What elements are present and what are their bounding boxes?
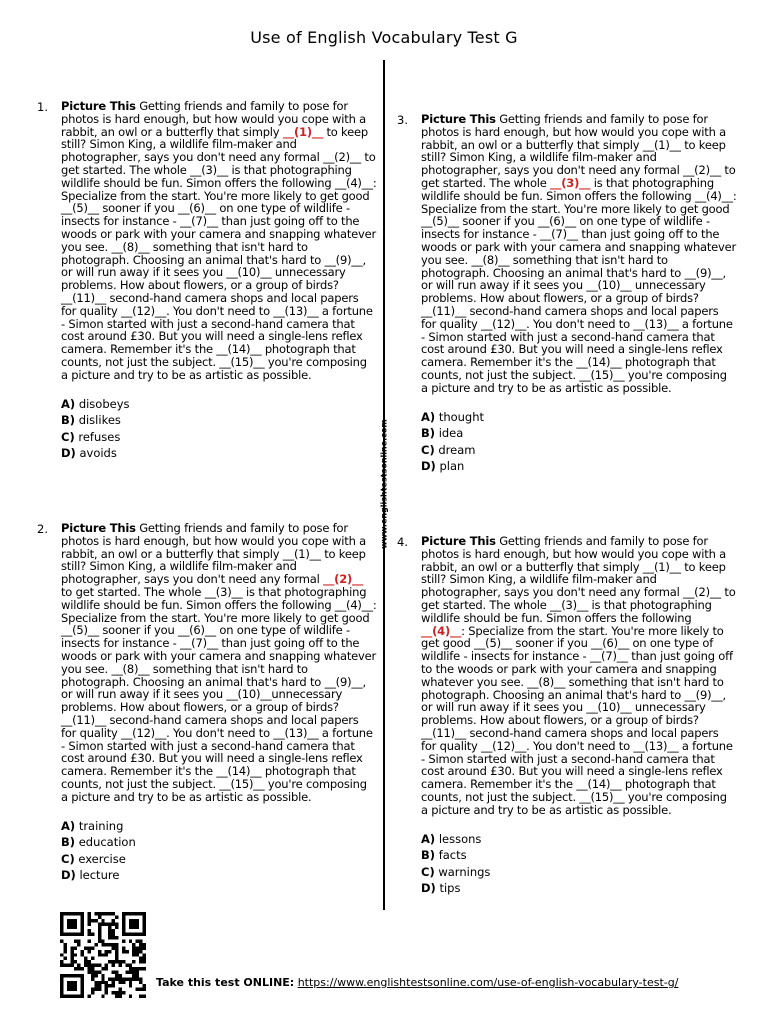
answer-options	[421, 831, 737, 897]
page-title: Use of English Vocabulary Test G	[250, 28, 518, 47]
answer-options	[61, 818, 377, 884]
option-d[interactable]: D) lecture	[61, 868, 120, 883]
passage-lead: Picture This	[421, 534, 496, 548]
passage-after: to get started. The whole __(3)__ is that photographing wildlife should be fun. Simon offers the following __(4)__: Specialize from the start. You're more likely to get good __(5)__ sooner if you __(6)__ on one type of wildlife - insects for instance - __(7)__ than just going off to the woods or park with your camera and snapping whatever you see. __(8)__ something that isn't hard to photograph. Choosing an animal that's hard to __(9)__, or will run away if it sees you __(10)__unnecessary problems. How about flowers, or a group of birds? __(11)__ second-hand camera shops and local papers for quality __(12)__. You don't need to __(13)__ a fortune - Simon started with just a second-hand camera that cost around £30. But you will need a single-lens reflex camera. Remember it's the __(14)__ photograph that counts, not just the subject. __(15)__ you're composing a picture and try to be as artistic as possible.	[61, 584, 377, 804]
passage-lead: Picture This	[61, 521, 136, 535]
passage-before: Getting friends and family to pose for photos is hard enough, but how would you cope with a rabbit, an owl or a butterfly that simply __(1)__ to keep still? Simon King, a wildlife film-maker and photographer, says you don't need any formal __(2)__ to get started. The whole	[421, 112, 736, 190]
answer-options	[421, 409, 737, 475]
question-2	[37, 521, 377, 884]
option-b[interactable]: B) idea	[421, 426, 464, 441]
option-c[interactable]: C) warnings	[421, 864, 491, 879]
question-number: 2.	[37, 522, 48, 536]
question-passage	[421, 535, 737, 817]
option-a[interactable]: A) lessons	[421, 831, 482, 846]
qr-code-icon[interactable]	[60, 912, 146, 998]
option-a[interactable]: A) disobeys	[61, 396, 130, 411]
passage-after: : Specialize from the start. You're more likely to get good __(5)__ sooner if you __(6)__ on one type of wildlife - insects for instance - __(7)__ than just going off to the woods or park with your camera and snapping whatever you see. __(8)__ something that isn't hard to photograph. Choosing an animal that's hard to __(9)__, or will run away if it sees you __(10)__ unnecessary problems. How about flowers, or a group of birds? __(11)__ second-hand camera shops and local papers for quality __(12)__. You don't need to __(13)__ a fortune - Simon started with just a second-hand camera that cost around £30. But you will need a single-lens reflex camera. Remember it's the __(14)__ photograph that counts, not just the subject. __(15)__ you're composing a picture and try to be as artistic as possible.	[421, 623, 733, 817]
question-passage	[61, 100, 377, 382]
passage-before: Getting friends and family to pose for photos is hard enough, but how would you cope with a rabbit, an owl or a butterfly that simply __(1)__ to keep still? Simon King, a wildlife film-maker and photographer, says you don't need any formal __(2)__ to get started. The whole __(3)__ is that photographing wildlife should be fun. Simon offers the following	[421, 534, 736, 625]
option-b[interactable]: B) dislikes	[61, 413, 121, 428]
passage-before: Getting friends and family to pose for photos is hard enough, but how would you cope with a rabbit, an owl or a butterfly that simply	[61, 99, 366, 139]
option-d[interactable]: D) tips	[421, 881, 461, 896]
question-4	[397, 534, 737, 897]
answer-options	[61, 396, 377, 462]
question-number: 3.	[397, 113, 408, 127]
side-watermark-text: www.englishtestsonline.com	[379, 419, 389, 549]
option-c[interactable]: C) refuses	[61, 429, 121, 444]
footer-label: Take this test ONLINE:	[156, 976, 295, 989]
highlighted-blank: __(4)__	[421, 623, 462, 638]
question-3	[397, 112, 737, 475]
highlighted-blank: __(2)__	[323, 572, 364, 587]
question-1	[37, 99, 377, 462]
option-a[interactable]: A) training	[61, 818, 124, 833]
test-online-link[interactable]: https://www.englishtestsonline.com/use-of-english-vocabulary-test-g/	[297, 976, 679, 989]
passage-lead: Picture This	[421, 112, 496, 126]
passage-before: Getting friends and family to pose for photos is hard enough, but how would you cope with a rabbit, an owl or a butterfly that simply __(1)__ to keep still? Simon King, a wildlife film-maker and photographer, says you don't need any formal	[61, 521, 366, 587]
highlighted-blank: __(1)__	[282, 124, 323, 139]
option-c[interactable]: C) dream	[421, 442, 476, 457]
option-c[interactable]: C) exercise	[61, 851, 126, 866]
question-number: 4.	[397, 535, 408, 549]
option-b[interactable]: B) education	[61, 835, 136, 850]
option-d[interactable]: D) avoids	[61, 446, 117, 461]
question-passage	[421, 113, 737, 395]
option-a[interactable]: A) thought	[421, 409, 485, 424]
option-b[interactable]: B) facts	[421, 848, 467, 863]
question-passage	[61, 522, 377, 804]
option-d[interactable]: D) plan	[421, 459, 465, 474]
passage-lead: Picture This	[61, 99, 136, 113]
passage-after: is that photographing wildlife should be fun. Simon offers the following __(4)__: Specialize from the start. You're more likely to get good __(5)__ sooner if you __(6)__ on one type of wildlife - insects for instance - __(7)__ than just going off to the woods or park with your camera and snapping whatever you see. __(8)__ something that isn't hard to photograph. Choosing an animal that's hard to __(9)__, or will run away if it sees you __(10)__ unnecessary problems. How about flowers, or a group of birds? __(11)__ second-hand camera shops and local papers for quality __(12)__. You don't need to __(13)__ a fortune - Simon started with just a second-hand camera that cost around £30. But you will need a single-lens reflex camera. Remember it's the __(14)__ photograph that counts, not just the subject. __(15)__ you're composing a picture and try to be as artistic as possible.	[421, 175, 737, 395]
passage-after: to keep still? Simon King, a wildlife film-maker and photographer, says you don't need any formal __(2)__ to get started. The whole __(3)__ is that photographing wildlife should be fun. Simon offers the following __(4)__: Specialize from the start. You're more likely to get good __(5)__ sooner if you __(6)__ on one type of wildlife - insects for instance - __(7)__ than just going off to the woods or park with your camera and snapping whatever you see. __(8)__ something that isn't hard to photograph. Choosing an animal that's hard to __(9)__, or will run away if it sees you __(10)__ unnecessary problems. How about flowers, or a group of birds? __(11)__ second-hand camera shops and local papers for quality __(12)__. You don't need to __(13)__ a fortune - Simon started with just a second-hand camera that cost around £30. But you will need a single-lens reflex camera. Remember it's the __(14)__ photograph that counts, not just the subject. __(15)__ you're composing a picture and try to be as artistic as possible.	[61, 124, 377, 382]
highlighted-blank: __(3)__	[550, 175, 591, 190]
footer	[156, 976, 678, 989]
question-number: 1.	[37, 100, 48, 114]
